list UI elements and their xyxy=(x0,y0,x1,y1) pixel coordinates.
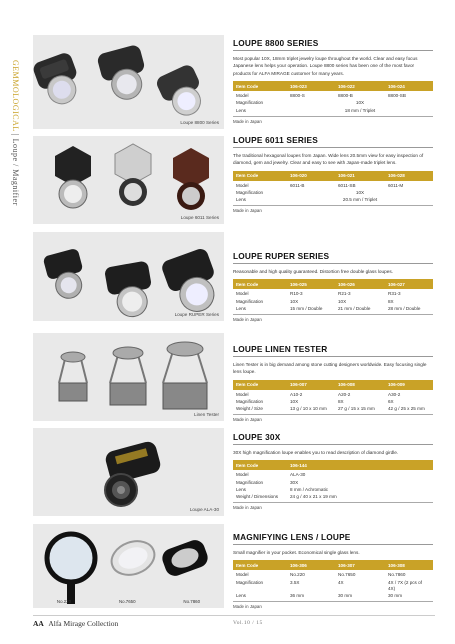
section-description: The traditional hexagonal loupes from Japan. Wide lens 20.5mm view for easy inspection of diamond, gem and jewelry. Clear and easy to see with Japan-made triplet lens. xyxy=(233,153,424,166)
section-description: Linen Tester is in big demand among stone cutting designers worldwide. Easy focusing single lens loupe. xyxy=(233,362,427,375)
section-description: Reasonable and high quality guaranteed. Distortion free double glass loupes. xyxy=(233,269,394,274)
table-cell: 8800-SB xyxy=(388,93,406,99)
table-cell: Magnification xyxy=(236,399,264,405)
loupe-8800-illustration xyxy=(33,35,224,129)
table-cell: Magnification xyxy=(236,479,264,485)
table-cell: 24 g / 40 x 21 x 19 mm xyxy=(287,494,433,503)
table-header: Item Code xyxy=(233,380,287,390)
table-header: Item Code xyxy=(233,460,287,470)
table-cell: 3.5X xyxy=(290,579,300,585)
table-header: 106-009 xyxy=(385,380,433,390)
table-cell: 10X xyxy=(290,399,299,405)
section-description: 30X high magnification loupe enables you to read description of diamond girdle. xyxy=(233,450,399,455)
footer-divider xyxy=(33,615,435,616)
section-linen-tester xyxy=(233,344,433,422)
section-title: MAGNIFYING LENS / LOUPE xyxy=(233,532,433,545)
made-in-note: Made in Japan xyxy=(233,317,262,323)
table-header: 106-022 xyxy=(335,81,385,91)
loupe-6011-image xyxy=(33,136,224,224)
table-cell: 13 g / 10 x 10 mm xyxy=(287,406,335,415)
table-cell: 28 mm / Double xyxy=(385,305,433,314)
section-title: LOUPE 30X xyxy=(233,432,433,445)
table-cell: 10X xyxy=(290,298,299,304)
spec-table xyxy=(233,81,433,117)
table-cell: Model xyxy=(236,182,249,188)
side-subcategory-label: Loupe / Magnifier xyxy=(11,138,20,206)
linen-tester-illustration xyxy=(33,333,224,421)
lens-caption-7860: No.7860 xyxy=(183,599,201,604)
table-cell: Magnification xyxy=(236,100,264,106)
table-cell: Weight / Size xyxy=(233,406,287,415)
table-cell: 30X xyxy=(290,479,299,485)
lens-caption-7650: No.7650 xyxy=(118,599,136,604)
table-header: 106-008 xyxy=(335,380,385,390)
table-header: 106-020 xyxy=(287,171,335,181)
section-title: LOUPE 6011 SERIES xyxy=(233,135,433,148)
table-cell: 10X xyxy=(355,100,365,106)
table-header: Item Code xyxy=(233,279,287,289)
table-header: 106-144 xyxy=(287,460,433,470)
section-loupe-8800 xyxy=(233,38,433,124)
magnifying-lens-illustration xyxy=(33,524,224,608)
table-cell: Lens xyxy=(233,197,287,206)
table-cell: 18 mm / Triplet xyxy=(287,107,433,116)
made-in-note: Made in Japan xyxy=(233,604,262,610)
loupe-8800-image xyxy=(33,35,224,129)
linen-tester-image xyxy=(33,333,224,421)
loupe-ruper-illustration xyxy=(33,232,224,321)
loupe-ala30-illustration xyxy=(33,428,224,516)
table-cell: R31-3 xyxy=(388,291,401,297)
lens-caption-220: No.220 xyxy=(56,599,72,604)
table-cell: R10-3 xyxy=(290,291,303,297)
brand-name: Alfa Mirage Collection xyxy=(48,619,119,628)
table-header: Item Code xyxy=(233,560,287,570)
table-cell: 8 mm / Achromatic xyxy=(290,486,329,492)
section-title: LOUPE 8800 SERIES xyxy=(233,38,433,51)
table-cell: 8X xyxy=(388,298,394,304)
table-header: 106-021 xyxy=(335,171,385,181)
loupe-ala30-caption: Loupe ALA-30 xyxy=(189,507,219,512)
table-cell: No.7860 xyxy=(388,572,406,578)
made-in-note: Made in Japan xyxy=(233,118,262,124)
spec-table xyxy=(233,279,433,315)
table-cell: Model xyxy=(236,291,249,297)
table-cell: Magnification xyxy=(236,579,264,585)
loupe-6011-illustration xyxy=(33,136,224,224)
table-header: 106-308 xyxy=(385,560,433,570)
table-cell: A10-2 xyxy=(290,391,303,397)
table-cell: R21-3 xyxy=(338,291,351,297)
spec-table xyxy=(233,380,433,416)
side-category-text: GEMMOLOGICAL | Loupe / Magnifier xyxy=(11,60,20,206)
table-cell: Magnification xyxy=(236,190,264,196)
table-cell: Model xyxy=(236,93,249,99)
section-magnifying-lens xyxy=(233,532,433,609)
table-header: 106-307 xyxy=(335,560,385,570)
table-cell: Weight / Dimensions xyxy=(233,494,287,503)
table-cell: Model xyxy=(236,391,249,397)
table-cell: Lens xyxy=(233,107,287,116)
made-in-note: Made in Japan xyxy=(233,417,262,423)
table-cell: A30-2 xyxy=(388,391,401,397)
table-cell: Model xyxy=(236,572,249,578)
table-header: Item Code xyxy=(233,171,287,181)
table-cell: Lens xyxy=(236,486,246,492)
table-cell: 6011-M xyxy=(388,182,404,188)
table-cell: 6X xyxy=(388,399,394,405)
table-cell: 36 mm xyxy=(287,593,335,602)
table-cell: 15 mm / Double xyxy=(287,305,335,314)
table-header: 106-027 xyxy=(385,279,433,289)
volume-page-number: Vol.10 / 15 xyxy=(233,620,263,626)
table-cell: A20-2 xyxy=(338,391,351,397)
loupe-ruper-caption: Loupe RUPER Series xyxy=(174,312,219,317)
table-cell: Model xyxy=(236,472,249,478)
table-cell: 30 mm xyxy=(335,593,385,602)
table-cell: 8800-S xyxy=(290,93,305,99)
table-header: 106-024 xyxy=(385,81,433,91)
table-cell: ALA-30 xyxy=(290,472,306,478)
section-title: LOUPE LINEN TESTER xyxy=(233,344,433,357)
table-header: Item Code xyxy=(233,81,287,91)
table-cell: Lens xyxy=(233,305,287,314)
section-loupe-ruper xyxy=(233,251,433,322)
table-cell: 10X xyxy=(355,190,365,196)
table-cell: 21 mm / Double xyxy=(335,305,385,314)
section-description: Small magnifier in your pocket. Economical single glass lens. xyxy=(233,550,360,555)
loupe-6011-caption: Loupe 6011 Series xyxy=(180,215,219,220)
table-header: 106-023 xyxy=(287,81,335,91)
table-header: 106-026 xyxy=(335,279,385,289)
table-cell: Magnification xyxy=(236,298,264,304)
section-title: LOUPE RUPER SERIES xyxy=(233,251,433,264)
table-cell: 6011-B xyxy=(290,182,305,188)
side-category-tab xyxy=(0,60,24,250)
section-loupe-6011 xyxy=(233,135,433,213)
table-cell: Lens xyxy=(233,593,287,602)
table-cell: No.220 xyxy=(290,572,305,578)
made-in-note: Made in Japan xyxy=(233,208,262,214)
section-description: Most popular 10X, 18mm triplet jewelry loupe throughout the world. Clear and easy focus Japanese lens helps your operation. Loupe 8800 series has been one of the most favor products for ALFA MIRAGE customer for many years. xyxy=(233,56,418,76)
spec-table xyxy=(233,171,433,207)
footer-brand xyxy=(33,619,118,628)
table-header: 106-028 xyxy=(385,171,433,181)
loupe-ala30-image xyxy=(33,428,224,516)
table-header: 106-306 xyxy=(287,560,335,570)
made-in-note: Made in Japan xyxy=(233,505,262,511)
side-category-label: GEMMOLOGICAL xyxy=(11,60,20,132)
magnifying-lens-image xyxy=(33,524,224,608)
linen-tester-caption: Linen Tester xyxy=(194,412,219,417)
table-cell: 30 mm xyxy=(385,593,433,602)
loupe-8800-caption: Loupe 8800 Series xyxy=(180,120,219,125)
table-cell: 10X xyxy=(338,298,347,304)
page-footer xyxy=(33,618,435,632)
table-cell: 4X / 7X (2 pcs of 4X) xyxy=(388,579,422,591)
brand-logo: AA xyxy=(33,619,44,628)
table-cell: 20.5 mm / Triplet xyxy=(287,197,433,206)
table-cell: 8X xyxy=(338,399,344,405)
table-header: 106-007 xyxy=(287,380,335,390)
table-cell: 6011-SB xyxy=(338,182,356,188)
table-cell: 27 g / 15 x 15 mm xyxy=(335,406,385,415)
spec-table xyxy=(233,560,433,602)
table-cell: 42 g / 25 x 25 mm xyxy=(385,406,433,415)
magnifying-lens-captions xyxy=(33,599,224,604)
section-loupe-30x xyxy=(233,432,433,510)
table-cell: No.7650 xyxy=(338,572,356,578)
spec-table xyxy=(233,460,433,503)
loupe-ruper-image xyxy=(33,232,224,321)
table-cell: 8800-B xyxy=(338,93,353,99)
table-header: 106-025 xyxy=(287,279,335,289)
table-cell: 4X xyxy=(338,579,344,585)
